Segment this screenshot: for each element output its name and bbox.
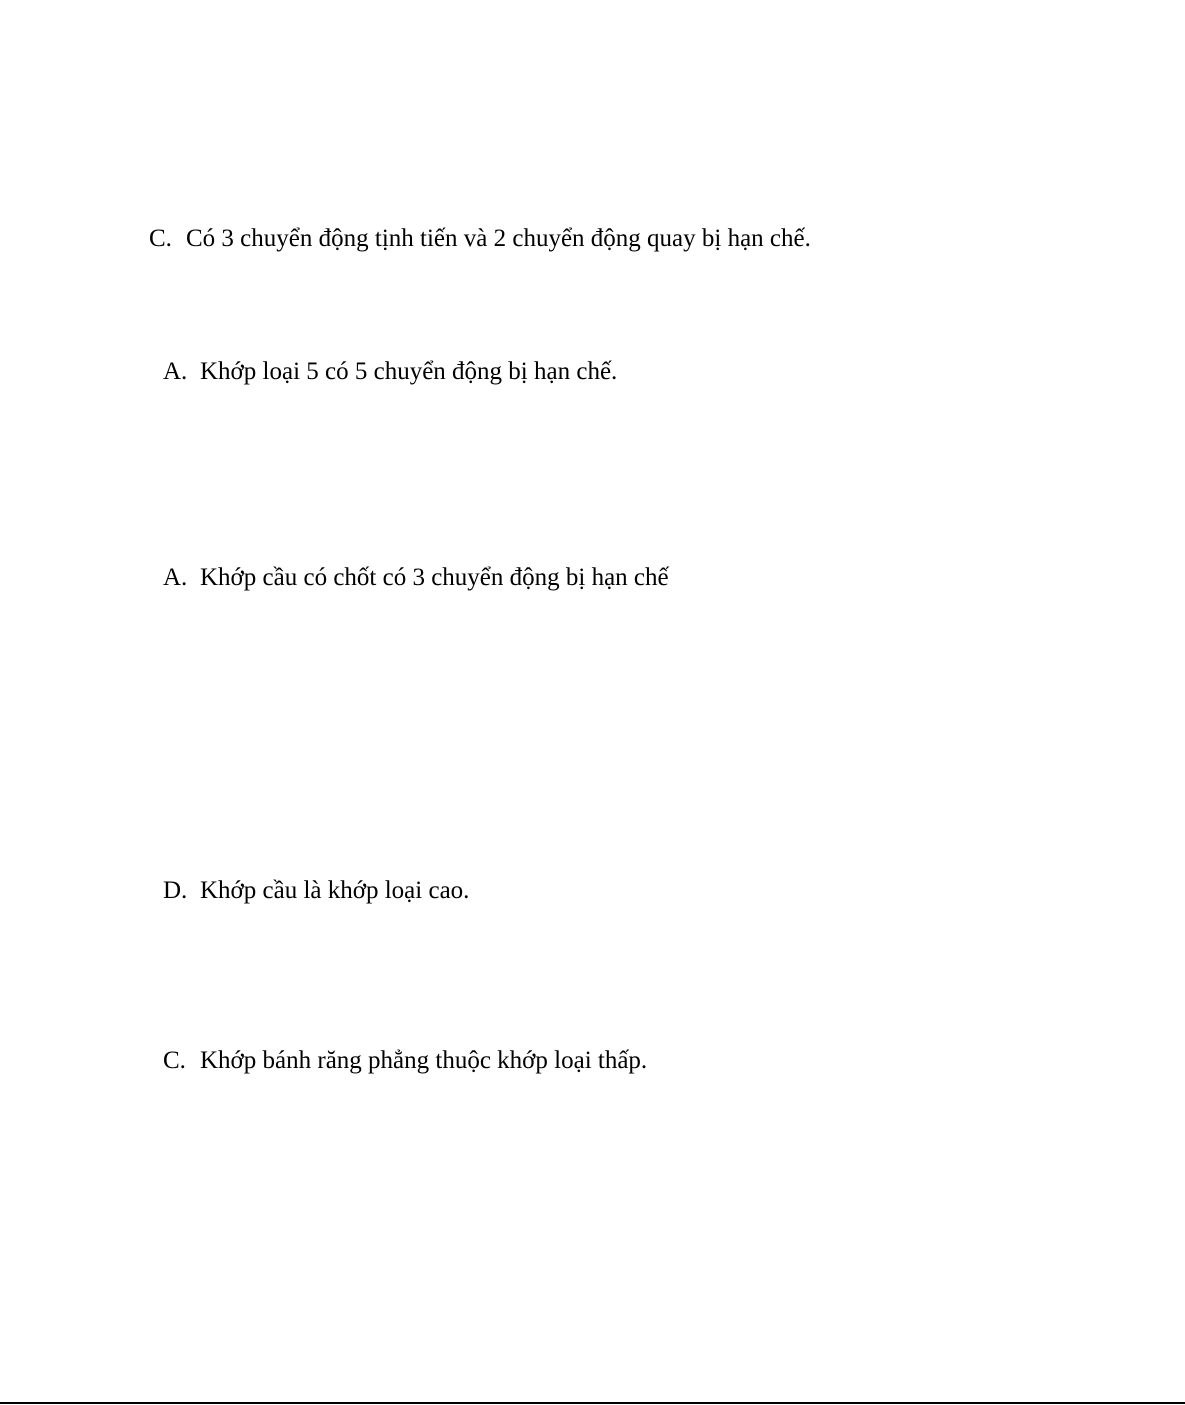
answer-option [163,357,617,387]
answer-option [163,1046,647,1076]
option-text: Khớp cầu có chốt có 3 chuyển động bị hạn chế [200,564,669,591]
answer-option [149,224,811,254]
option-text: Khớp loại 5 có 5 chuyển động bị hạn chế. [200,358,618,385]
option-text: Có 3 chuyển động tịnh tiến và 2 chuyển động quay bị hạn chế. [186,225,811,252]
answer-option [163,563,669,593]
option-letter: C. [163,1047,186,1074]
page-bottom-divider [0,1402,1185,1404]
option-letter: A. [163,358,188,385]
option-letter: A. [163,564,188,591]
option-letter: C. [149,225,172,252]
option-text: Khớp bánh răng phẳng thuộc khớp loại thấp. [200,1047,648,1074]
option-letter: D. [163,877,188,904]
answer-option [163,876,469,906]
option-text: Khớp cầu là khớp loại cao. [200,877,470,904]
